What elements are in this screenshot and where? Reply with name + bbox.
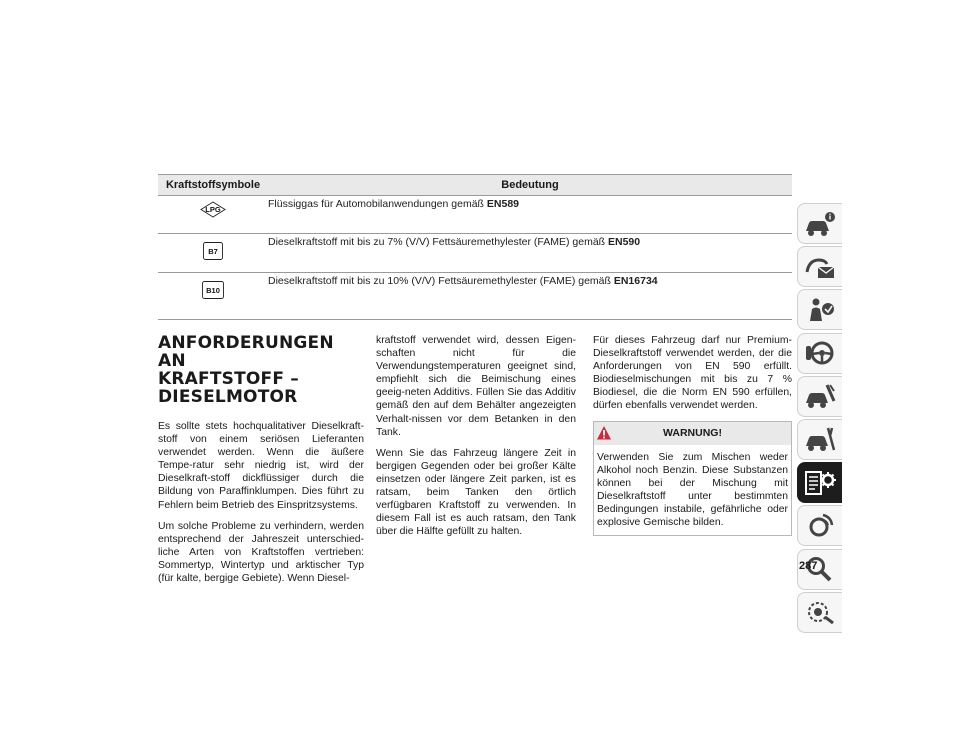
tab-languages[interactable] <box>797 592 842 633</box>
tab-multimedia[interactable] <box>797 505 842 546</box>
table-header-row <box>158 175 792 196</box>
table-row <box>158 273 792 320</box>
section-title-line-3: DIESELMOTOR <box>158 387 298 407</box>
paragraph: Für dieses Fahrzeug darf nur Premium-Dieselkraftstoff verwendet werden, der die Anforderungen von EN 590 erfüllt. Biodieselmischungen mit bis zu 7 % Biodiesel, die die Norm EN 590 erfüllen, dürfen ebenfalls verwendet werden. <box>593 335 792 412</box>
car-service-icon <box>803 424 837 454</box>
tab-car-info[interactable] <box>797 203 842 244</box>
table-row <box>158 196 792 234</box>
warning-box <box>593 421 792 537</box>
paragraph: Es sollte stets hochqualitativer Dieselkraft-stoff von einem seriösen Lieferanten verwendet werden. Wenn die äußere Tempe-ratur sehr niedrig ist, wird der Dieselkraft-stoff dickflüssiger durch die Bildung von Paraffinklumpen. Dies führt zu Fehlern beim Betrieb des Einspritzsystems. <box>158 421 364 511</box>
row-text: Flüssiggas für Automobilanwendungen gemäß <box>268 198 484 210</box>
row-norm: EN589 <box>486 198 519 210</box>
table-row <box>158 234 792 273</box>
b7-square-icon <box>203 242 223 260</box>
meaning-cell <box>268 196 792 234</box>
multimedia-icon <box>803 511 837 541</box>
paragraph: Wenn Sie das Fahrzeug längere Zeit in bergigen Gegenden oder bei großer Kälte einsetzen oder längere Zeit parken, ist es ratsam, beim Tanken den örtlich verfügbaren Kraftstoff zu verwenden. In diesem Fall ist es auch ratsam, den Tank über die Hälfte gefüllt zu halten. <box>376 447 576 538</box>
row-norm: EN590 <box>608 236 641 248</box>
technical-specifications-icon <box>803 468 837 498</box>
steering-wheel-icon <box>803 338 837 368</box>
symbol-cell <box>158 196 268 234</box>
warning-title: WARNUNG! <box>663 426 722 439</box>
table-header-meaning: Bedeutung <box>268 175 792 196</box>
row-norm: EN16734 <box>613 275 658 287</box>
page-number: 287 <box>799 560 818 572</box>
lpg-diamond-icon <box>200 201 226 218</box>
b7-symbol-label: B7 <box>208 247 218 256</box>
text-column-1 <box>158 334 364 593</box>
dashboard-warning-icon <box>803 252 837 282</box>
meaning-cell <box>268 234 792 273</box>
fuel-symbols-table <box>158 174 792 320</box>
section-title-line-1: ANFORDERUNGEN AN <box>158 333 334 371</box>
table-header-symbols: Kraftstoffsymbole <box>158 175 268 196</box>
row-text: Dieselkraftstoff mit bis zu 10% (V/V) Fettsäuremethylester (FAME) gemäß <box>268 275 611 287</box>
b10-square-icon <box>202 281 224 299</box>
meaning-cell <box>268 273 792 320</box>
car-crash-icon <box>803 381 837 411</box>
section-title-line-2: KRAFTSTOFF – <box>158 369 299 389</box>
tab-dashboard[interactable] <box>797 246 842 287</box>
tab-safety[interactable] <box>797 289 842 330</box>
warning-header <box>594 422 791 445</box>
safety-airbag-icon <box>803 295 837 325</box>
paragraph: Um solche Probleme zu verhindern, werden entsprechend der Jahreszeit unterschied-liche Arten von Kraftstoffen vertrieben: Sommertyp, Wintertyp und arktischer Typ (für kalte, bergige Gebiete). Wenn Diesel- <box>158 520 364 585</box>
warning-triangle-icon <box>596 425 612 441</box>
symbol-cell <box>158 273 268 320</box>
text-column-2 <box>376 334 576 546</box>
language-settings-icon <box>803 597 837 627</box>
warning-text: Verwenden Sie zum Mischen weder Alkohol noch Benzin. Diese Substanzen können bei der Mischung mit Dieselkraftstoff unter bestimmten Bedingungen instabile, gefährliche oder explosive Gemische bilden. <box>597 451 788 529</box>
tab-emergency[interactable] <box>797 376 842 417</box>
section-title <box>158 334 364 406</box>
tab-technical-data[interactable] <box>797 462 842 503</box>
row-text: Dieselkraftstoff mit bis zu 7% (V/V) Fettsäuremethylester (FAME) gemäß <box>268 236 606 248</box>
car-info-icon <box>803 209 837 239</box>
lpg-symbol-label: LPG <box>205 205 221 214</box>
b10-symbol-label: B10 <box>206 286 220 295</box>
tab-driving[interactable] <box>797 333 842 374</box>
symbol-cell <box>158 234 268 273</box>
tab-service[interactable] <box>797 419 842 460</box>
text-column-3 <box>593 334 792 536</box>
paragraph: kraftstoff verwendet wird, dessen Eigen-schaften nicht für die Verwendungstemperaturen geeignet sind, empfiehlt sich die Beimischung eines geeig-neten Additivs. Füllen Sie das Additiv gemäß den auf dem Behälter angezeigten Verhalt-nissen vor dem Betanken in den Tank. <box>376 335 576 438</box>
